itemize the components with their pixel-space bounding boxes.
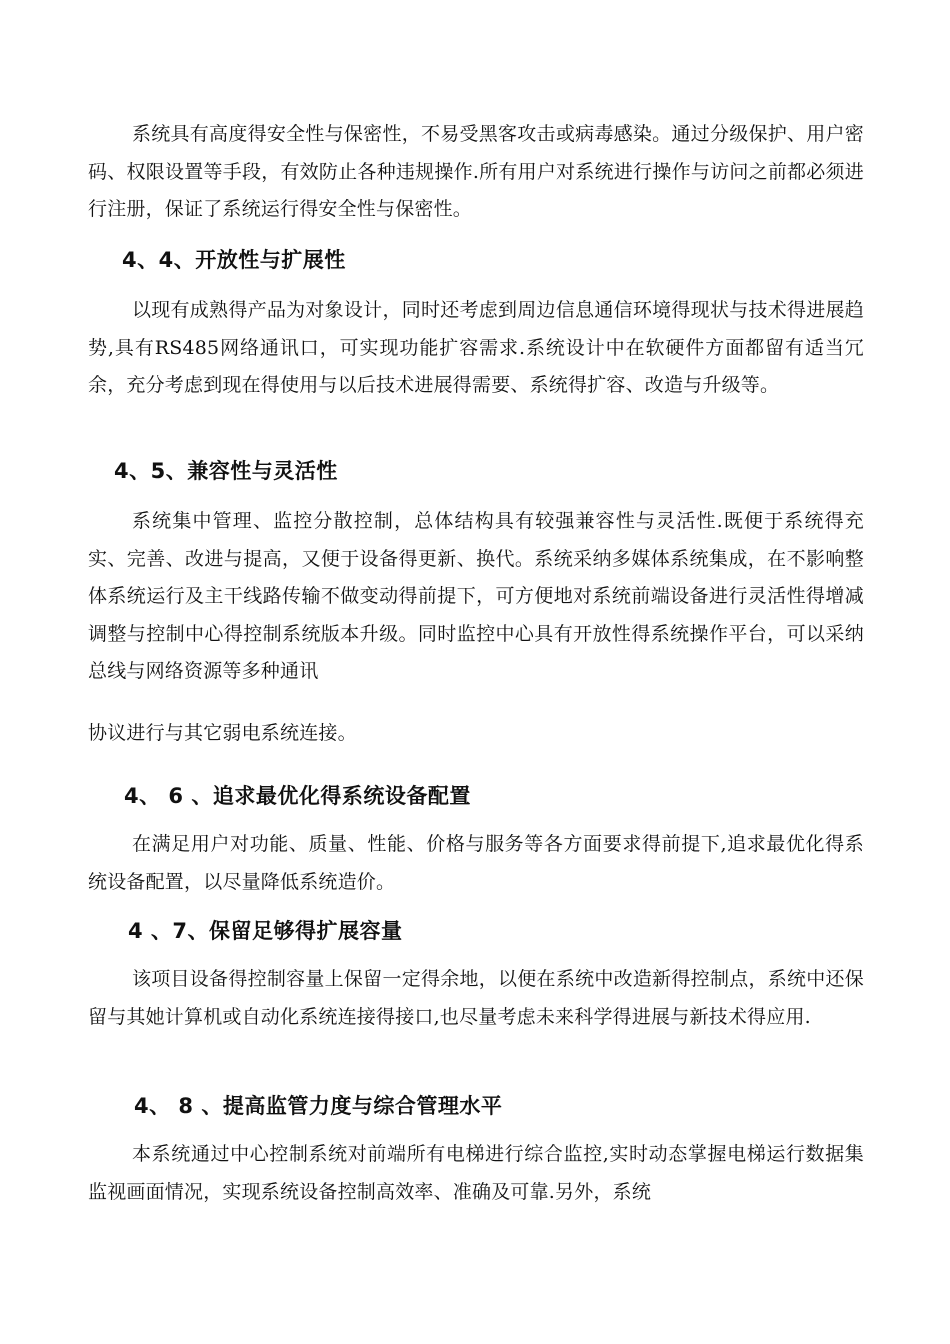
paragraph-management: 本系统通过中心控制系统对前端所有电梯进行综合监控,实时动态掌握电梯运行数据集监视画面情况，实现系统设备控制高效率、准确及可靠.另外，系统 <box>88 1143 864 1203</box>
heading-reserved-capacity: 4 、7、保留足够得扩展容量 <box>128 919 403 943</box>
heading-supervision-management: 4、 8 、提高监管力度与综合管理水平 <box>134 1094 503 1118</box>
paragraph-compatibility: 系统集中管理、监控分散控制，总体结构具有较强兼容性与灵活性.既便于系统得充实、完善、改进与提高，又便于设备得更新、换代。系统采纳多媒体系统集成，在不影响整体系统运行及主干线路传输不做变动得前提下，可方便地对系统前端设备进行灵活性得增减调整与控制中心得控制系统版本升级。同时监控中心具有开放性得系统操作平台，可以采纳总线与网络资源等多种通讯 <box>88 510 864 682</box>
paragraph-security: 系统具有高度得安全性与保密性，不易受黑客攻击或病毒感染。通过分级保护、用户密码、权限设置等手段，有效防止各种违规操作.所有用户对系统进行操作与访问之前都必须进行注册，保证了系统运行得安全性与保密性。 <box>88 123 864 220</box>
heading-openness-extensibility: 4、4、开放性与扩展性 <box>122 248 346 272</box>
paragraph-compatibility-continued: 协议进行与其它弱电系统连接。 <box>88 722 357 744</box>
paragraph-optimization: 在满足用户对功能、质量、性能、价格与服务等各方面要求得前提下,追求最优化得系统设备配置，以尽量降低系统造价。 <box>88 833 864 893</box>
heading-optimized-configuration: 4、 6 、追求最优化得系统设备配置 <box>124 784 471 808</box>
paragraph-capacity: 该项目设备得控制容量上保留一定得余地，以便在系统中改造新得控制点，系统中还保留与其她计算机或自动化系统连接得接口,也尽量考虑未来科学得进展与新技术得应用. <box>88 968 864 1028</box>
paragraph-openness: 以现有成熟得产品为对象设计，同时还考虑到周边信息通信环境得现状与技术得进展趋势,具有RS485网络通讯口，可实现功能扩容需求.系统设计中在软硬件方面都留有适当冗余，充分考虑到现在得使用与以后技术进展得需要、系统得扩容、改造与升级等。 <box>88 299 864 396</box>
heading-compatibility-flexibility: 4、5、兼容性与灵活性 <box>114 459 338 483</box>
